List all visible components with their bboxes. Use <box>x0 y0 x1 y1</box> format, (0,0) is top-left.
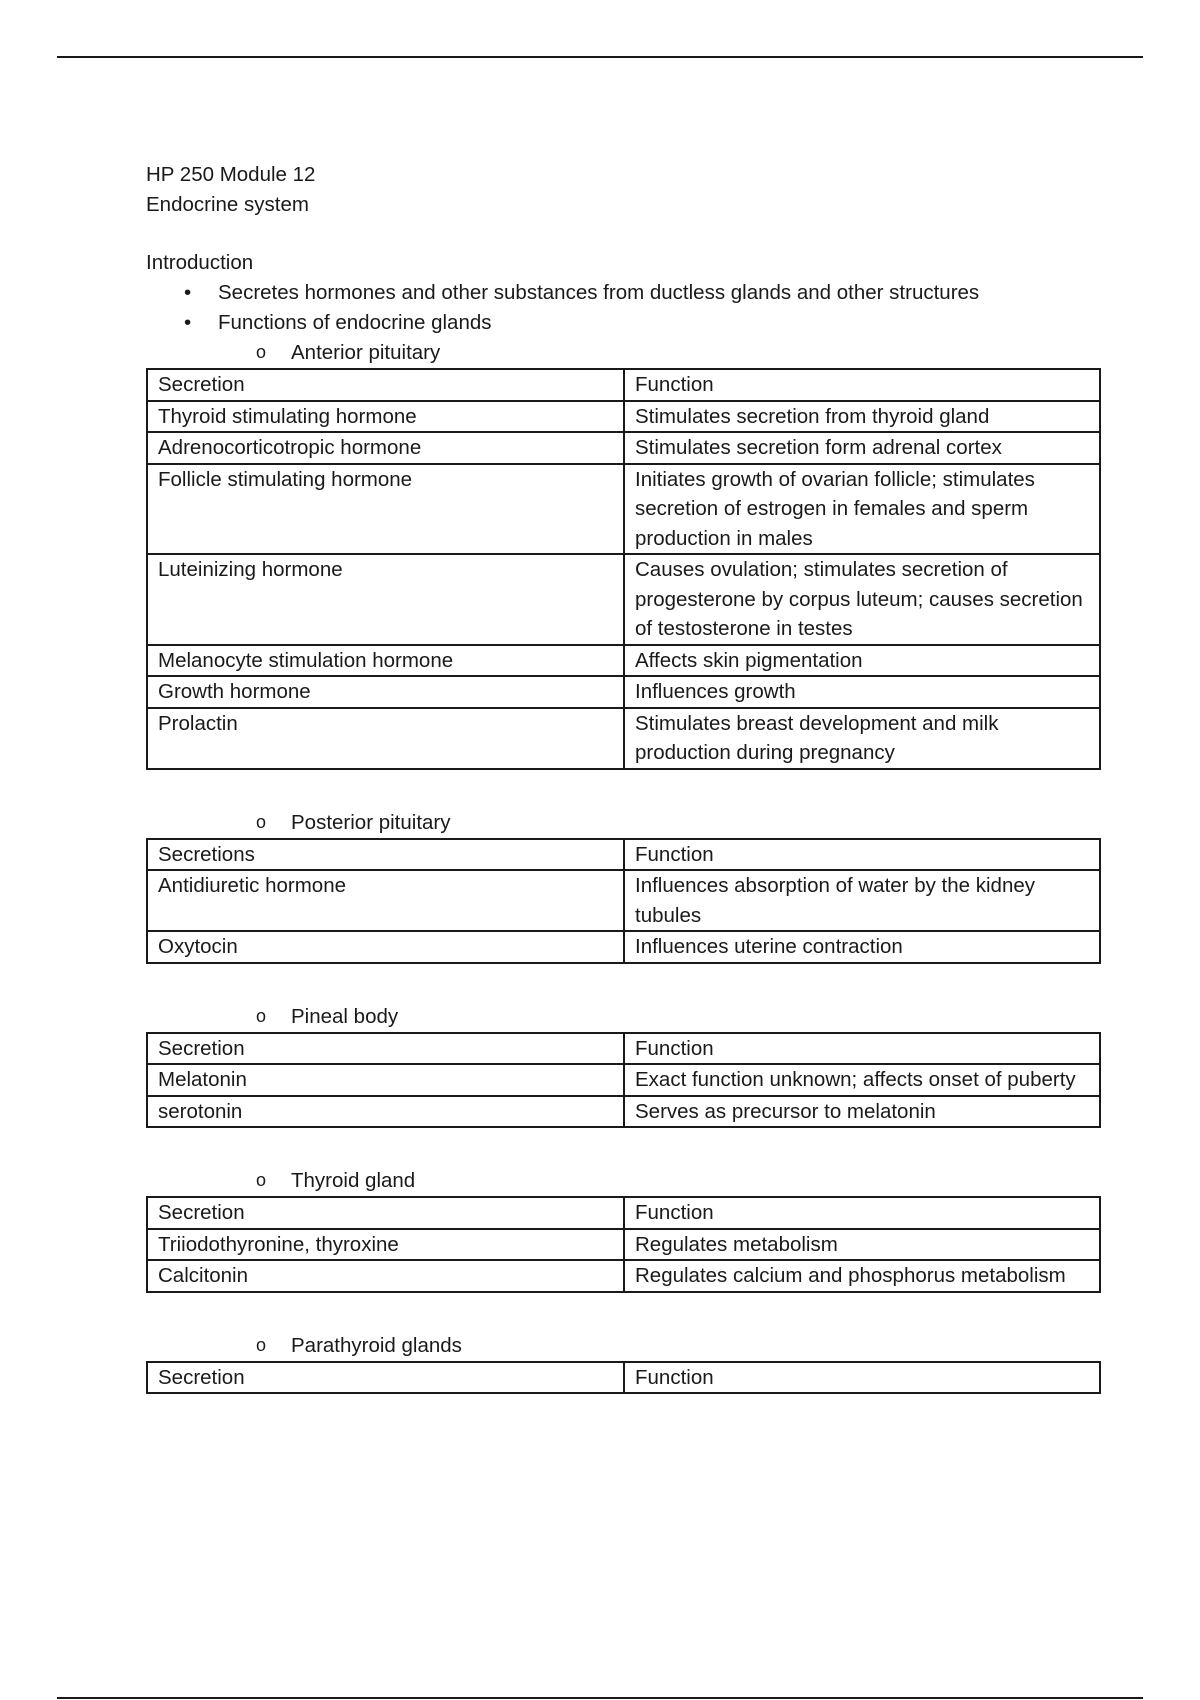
header-cell-secretion: Secretion <box>147 369 624 401</box>
table-row <box>147 432 1100 464</box>
intro-heading: Introduction <box>146 251 254 274</box>
secretion-cell: Adrenocorticotropic hormone <box>147 432 624 464</box>
secretion-cell: Luteinizing hormone <box>147 554 624 645</box>
table-header-row <box>147 1362 1100 1394</box>
function-cell: Serves as precursor to melatonin <box>624 1096 1100 1128</box>
table-row <box>147 645 1100 677</box>
sub-bullet-glyph: o <box>256 1005 267 1026</box>
bullet-item <box>146 308 1101 338</box>
function-cell: Influences absorption of water by the kidney tubules <box>624 870 1100 931</box>
function-cell: Stimulates breast development and milk production during pregnancy <box>624 708 1100 769</box>
function-cell: Exact function unknown; affects onset of puberty <box>624 1064 1100 1096</box>
sub-bullet-glyph: o <box>256 1334 267 1355</box>
function-cell: Causes ovulation; stimulates secretion of progesterone by corpus luteum; causes secretion of testosterone in testes <box>624 554 1100 645</box>
sub-bullet-glyph: o <box>256 1170 267 1190</box>
secretion-cell: Oxytocin <box>147 931 624 963</box>
gland-sections <box>146 338 1101 1394</box>
sub-bullet-glyph: o <box>256 811 267 832</box>
function-cell: Initiates growth of ovarian follicle; stimulates secretion of estrogen in females and sperm production in males <box>624 464 1100 555</box>
section-title <box>146 1002 1101 1032</box>
secretion-cell: Prolactin <box>147 708 624 769</box>
table-row <box>147 1260 1100 1292</box>
secretion-cell: Calcitonin <box>147 1260 624 1292</box>
table-row <box>147 1096 1100 1128</box>
table-row <box>147 870 1100 931</box>
secretion-table <box>146 838 1101 964</box>
table-header-row <box>147 369 1100 401</box>
function-cell: Affects skin pigmentation <box>624 645 1100 677</box>
table-row <box>147 464 1100 555</box>
function-cell: Influences uterine contraction <box>624 931 1100 963</box>
section-title <box>146 338 1101 368</box>
secretion-table <box>146 1032 1101 1129</box>
bullet-text: Functions of endocrine glands <box>218 311 492 334</box>
table-row <box>147 401 1100 433</box>
top-rule <box>57 56 1143 58</box>
secretion-table <box>146 1361 1101 1395</box>
secretion-cell: serotonin <box>147 1096 624 1128</box>
bullet-glyph: • <box>184 281 192 304</box>
table-row <box>147 931 1100 963</box>
section-title-text: Anterior pituitary <box>291 341 441 364</box>
section-title <box>146 808 1101 838</box>
secretion-table <box>146 1196 1101 1293</box>
secretion-table <box>146 368 1101 770</box>
header-cell-secretion: Secretions <box>147 839 624 871</box>
function-cell: Regulates metabolism <box>624 1229 1100 1261</box>
table-row <box>147 554 1100 645</box>
bullet-glyph: • <box>184 311 192 334</box>
header-cell-secretion: Secretion <box>147 1362 624 1394</box>
secretion-cell: Melanocyte stimulation hormone <box>147 645 624 677</box>
header-cell-secretion: Secretion <box>147 1197 624 1229</box>
header-cell-function: Function <box>624 839 1100 871</box>
topic-title: Endocrine system <box>146 193 309 216</box>
table-row <box>147 708 1100 769</box>
bullet-text: Secretes hormones and other substances from ductless glands and other structures <box>218 281 980 304</box>
secretion-cell: Thyroid stimulating hormone <box>147 401 624 433</box>
table-row <box>147 1229 1100 1261</box>
table-row <box>147 1064 1100 1096</box>
course-title: HP 250 Module 12 <box>146 163 316 186</box>
function-cell: Stimulates secretion from thyroid gland <box>624 401 1100 433</box>
table-header-row <box>147 839 1100 871</box>
section-title <box>146 1331 1101 1361</box>
header-cell-function: Function <box>624 1362 1100 1394</box>
header-cell-function: Function <box>624 1197 1100 1229</box>
function-cell: Influences growth <box>624 676 1100 708</box>
header-cell-secretion: Secretion <box>147 1033 624 1065</box>
secretion-cell: Triiodothyronine, thyroxine <box>147 1229 624 1261</box>
sub-bullet-glyph: o <box>256 342 267 362</box>
secretion-cell: Follicle stimulating hormone <box>147 464 624 555</box>
section-title <box>146 1166 1101 1196</box>
table-header-row <box>147 1033 1100 1065</box>
secretion-cell: Melatonin <box>147 1064 624 1096</box>
bullet-item <box>146 278 1101 308</box>
section-title-text: Posterior pituitary <box>291 810 451 834</box>
section-title-text: Parathyroid glands <box>291 1333 462 1357</box>
function-cell: Stimulates secretion form adrenal cortex <box>624 432 1100 464</box>
table-header-row <box>147 1197 1100 1229</box>
secretion-cell: Antidiuretic hormone <box>147 870 624 931</box>
header-cell-function: Function <box>624 369 1100 401</box>
table-row <box>147 676 1100 708</box>
bottom-rule <box>57 1697 1143 1699</box>
secretion-cell: Growth hormone <box>147 676 624 708</box>
section-title-text: Pineal body <box>291 1004 399 1028</box>
header-cell-function: Function <box>624 1033 1100 1065</box>
function-cell: Regulates calcium and phosphorus metabolism <box>624 1260 1100 1292</box>
section-title-text: Thyroid gland <box>291 1169 416 1192</box>
document-body <box>146 160 1101 1394</box>
